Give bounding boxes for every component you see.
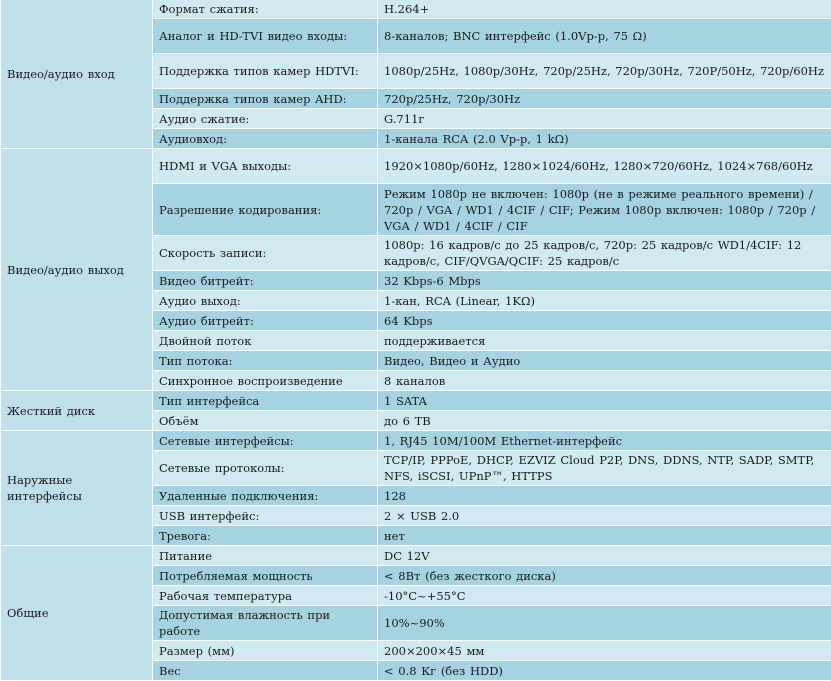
category-general: Общие <box>1 546 153 681</box>
spec-label: Скорость записи: <box>153 236 378 271</box>
spec-label: Потребляемая мощность <box>153 566 378 586</box>
spec-value: -10°C~+55°C <box>378 586 831 606</box>
category-external-interfaces: Наружные интерфейсы <box>1 431 153 546</box>
spec-value: 10%~90% <box>378 606 831 641</box>
spec-value: 1 SATA <box>378 391 831 411</box>
spec-label: Тип потока: <box>153 351 378 371</box>
spec-label: Объём <box>153 411 378 431</box>
spec-label: Аудиовход: <box>153 129 378 149</box>
spec-value: 32 Kbps-6 Mbps <box>378 271 831 291</box>
spec-value: TCP/IP, PPPoE, DHCP, EZVIZ Cloud P2P, DNS, DDNS, NTP, SADP, SMTP, NFS, iSCSI, UPnP™, HTTPS <box>378 451 831 486</box>
spec-value: нет <box>378 526 831 546</box>
spec-value: 2 × USB 2.0 <box>378 506 831 526</box>
spec-value: 720p/25Hz, 720p/30Hz <box>378 89 831 109</box>
spec-label: Синхронное воспроизведение <box>153 371 378 391</box>
spec-value: DC 12V <box>378 546 831 566</box>
spec-value: поддерживается <box>378 331 831 351</box>
category-hard-disk: Жесткий диск <box>1 391 153 431</box>
spec-value: G.711г <box>378 109 831 129</box>
table-row <box>1 391 831 411</box>
spec-value: 1080p/25Hz, 1080p/30Hz, 720p/25Hz, 720p/30Hz, 720P/50Hz, 720p/60Hz <box>378 54 831 89</box>
table-row <box>1 149 831 184</box>
spec-label: Допустимая влажность при работе <box>153 606 378 641</box>
spec-value: 1-кан, RCA (Linear, 1KΩ) <box>378 291 831 311</box>
spec-label: USB интерфейс: <box>153 506 378 526</box>
spec-value: H.264+ <box>378 0 831 19</box>
spec-label: Аудио выход: <box>153 291 378 311</box>
spec-label: Тревога: <box>153 526 378 546</box>
spec-value: 128 <box>378 486 831 506</box>
spec-label: Аудио битрейт: <box>153 311 378 331</box>
spec-label: Формат сжатия: <box>153 0 378 19</box>
table-row <box>1 431 831 451</box>
spec-label: Вес <box>153 661 378 681</box>
category-video-audio-output: Видео/аудио выход <box>1 149 153 391</box>
spec-label: Поддержка типов камер AHD: <box>153 89 378 109</box>
spec-label: Рабочая температура <box>153 586 378 606</box>
spec-label: Аналог и HD-TVI видео входы: <box>153 19 378 54</box>
spec-label: Разрешение кодирования: <box>153 184 378 236</box>
spec-value: до 6 TB <box>378 411 831 431</box>
spec-label: Питание <box>153 546 378 566</box>
spec-label: Поддержка типов камер HDTVI: <box>153 54 378 89</box>
spec-value: < 0.8 Кг (без HDD) <box>378 661 831 681</box>
spec-value: 8-каналов; BNC интерфейс (1.0Vp-p, 75 Ω) <box>378 19 831 54</box>
spec-value: 1, RJ45 10M/100M Ethernet-интерфейс <box>378 431 831 451</box>
spec-value: Видео, Видео и Аудио <box>378 351 831 371</box>
category-video-audio-input: Видео/аудио вход <box>1 0 153 149</box>
spec-label: Сетевые интерфейсы: <box>153 431 378 451</box>
spec-label: Двойной поток <box>153 331 378 351</box>
table-row <box>1 546 831 566</box>
table-row <box>1 0 831 19</box>
spec-label: Видео битрейт: <box>153 271 378 291</box>
spec-value: 1080p: 16 кадров/с до 25 кадров/с, 720p: 25 кадров/с WD1/4CIF: 12 кадров/с, CIF/QVGA/QCIF: 25 кадров/с <box>378 236 831 271</box>
spec-label: Аудио сжатие: <box>153 109 378 129</box>
spec-label: Тип интерфейса <box>153 391 378 411</box>
spec-label: HDMI и VGA выходы: <box>153 149 378 184</box>
spec-value: 1-канала RCA (2.0 Vp-p, 1 kΩ) <box>378 129 831 149</box>
spec-value: < 8Вт (без жесткого диска) <box>378 566 831 586</box>
spec-label: Размер (мм) <box>153 641 378 661</box>
spec-value: 200×200×45 мм <box>378 641 831 661</box>
spec-label: Сетевые протоколы: <box>153 451 378 486</box>
spec-value: Режим 1080p не включен: 1080p (не в режиме реального времени) / 720p / VGA / WD1 / 4CIF / CIF; Режим 1080p включен: 1080p / 720p / VGA / WD1 / 4CIF / CIF <box>378 184 831 236</box>
spec-value: 64 Kbps <box>378 311 831 331</box>
spec-value: 8 каналов <box>378 371 831 391</box>
spec-value: 1920×1080p/60Hz, 1280×1024/60Hz, 1280×720/60Hz, 1024×768/60Hz <box>378 149 831 184</box>
spec-label: Удаленные подключения: <box>153 486 378 506</box>
